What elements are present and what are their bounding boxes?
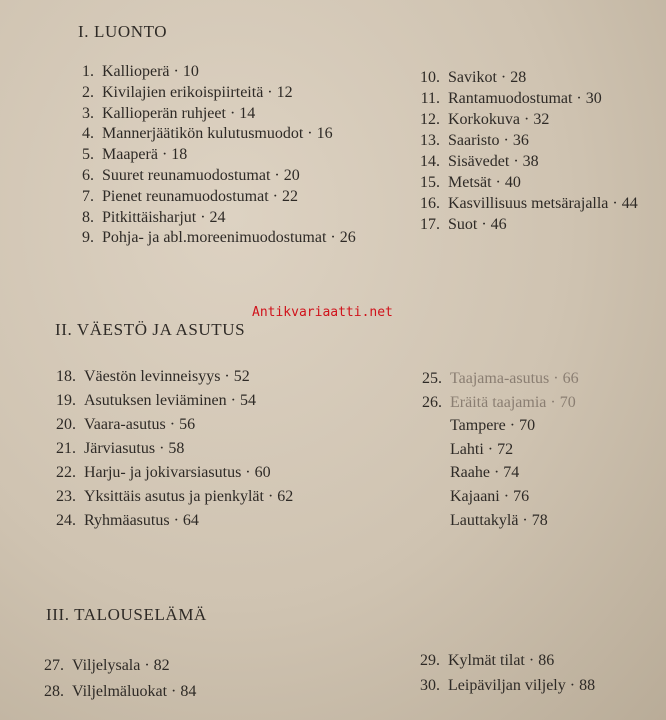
toc-entry xyxy=(30,656,170,676)
toc-entry-title: Raahe · 74 xyxy=(450,464,520,482)
toc-entry xyxy=(412,416,535,436)
section-title-talous: III. TALOUSELÄMÄ xyxy=(46,605,207,624)
toc-entry xyxy=(412,440,513,460)
toc-entry xyxy=(412,511,548,531)
toc-entry xyxy=(410,676,595,696)
toc-entry xyxy=(60,208,226,228)
toc-entry xyxy=(42,487,293,507)
toc-entry-number: 28. xyxy=(44,683,64,700)
toc-entry xyxy=(412,393,576,413)
toc-entry xyxy=(42,463,271,483)
toc-entry-title: Rantamuodostumat · 30 xyxy=(448,90,602,107)
toc-entry xyxy=(60,104,255,124)
toc-entry xyxy=(410,110,549,130)
toc-entry-title: Viljelysala · 82 xyxy=(72,657,170,674)
toc-entry xyxy=(412,463,519,483)
toc-entry-number: 18. xyxy=(56,368,76,385)
toc-entry xyxy=(410,215,507,235)
toc-entry-title: Savikot · 28 xyxy=(448,69,527,86)
toc-entry xyxy=(42,367,250,387)
toc-entry-number: 24. xyxy=(56,512,76,529)
toc-entry xyxy=(60,83,293,103)
toc-entry-number: 5. xyxy=(82,146,94,164)
toc-entry-title: Korkokuva · 32 xyxy=(448,111,550,128)
toc-entry-title: Kallioperä · 10 xyxy=(102,63,199,80)
toc-entry-title: Lauttakylä · 78 xyxy=(450,511,548,529)
toc-entry-title: Viljelmäluokat · 84 xyxy=(72,683,197,700)
toc-entry-number: 7. xyxy=(82,187,94,205)
toc-entry-number: 26. xyxy=(422,393,442,411)
section-title-vaesto: II. VÄESTÖ JA ASUTUS xyxy=(55,320,246,339)
toc-entry-title: Metsät · 40 xyxy=(448,174,521,191)
toc-entry xyxy=(412,487,529,507)
toc-entry-number: 19. xyxy=(56,392,76,409)
toc-entry-number: 27. xyxy=(44,657,64,674)
toc-entry-number: 2. xyxy=(82,83,94,101)
toc-entry-title: Mannerjäätikön kulutusmuodot · 16 xyxy=(102,125,333,143)
toc-entry-number: 29. xyxy=(420,652,440,669)
toc-entry-title: Leipäviljan viljely · 88 xyxy=(448,677,596,694)
toc-entry-title: Järviasutus · 58 xyxy=(84,440,185,457)
toc-entry-number: 4. xyxy=(82,125,94,143)
toc-entry-number: 8. xyxy=(82,208,94,226)
toc-entry-number: 25. xyxy=(422,370,442,387)
toc-entry-number: 12. xyxy=(420,111,440,128)
toc-entry-number: 9. xyxy=(82,229,94,247)
toc-entry-title: Harju- ja jokivarsiasutus · 60 xyxy=(84,464,271,481)
toc-entry-number: 14. xyxy=(420,153,440,170)
toc-entry-title: Saaristo · 36 xyxy=(448,132,529,149)
toc-entry xyxy=(42,439,184,459)
toc-entry-title: Tampere · 70 xyxy=(450,417,536,435)
toc-entry-title: Pienet reunamuodostumat · 22 xyxy=(102,187,298,205)
toc-entry-number: 17. xyxy=(420,216,440,233)
toc-entry-title: Pitkittäisharjut · 24 xyxy=(102,208,226,226)
toc-entry xyxy=(42,391,256,411)
toc-entry xyxy=(410,194,638,214)
toc-entry-number: 16. xyxy=(420,195,440,212)
toc-entry xyxy=(410,152,539,172)
toc-entry-number: 20. xyxy=(56,416,76,433)
toc-entry xyxy=(410,68,526,88)
toc-entry-title: Sisävedet · 38 xyxy=(448,153,539,170)
toc-entry xyxy=(60,228,356,248)
toc-entry-title: Ryhmäasutus · 64 xyxy=(84,512,199,529)
toc-entry-number: 13. xyxy=(420,132,440,149)
toc-entry-number: 3. xyxy=(82,104,94,122)
toc-entry-title: Vaara-asutus · 56 xyxy=(84,416,196,433)
toc-entry xyxy=(42,511,199,531)
toc-entry-number: 30. xyxy=(420,677,440,694)
toc-entry xyxy=(60,166,300,186)
toc-entry xyxy=(410,173,521,193)
toc-entry-number: 10. xyxy=(420,69,440,86)
toc-entry xyxy=(60,187,298,207)
toc-entry-title: Asutuksen leviäminen · 54 xyxy=(84,392,256,409)
toc-entry-title: Yksittäis asutus ja pienkylät · 62 xyxy=(84,488,294,505)
toc-entry-title: Pohja- ja abl.moreenimuodostumat · 26 xyxy=(102,229,356,247)
toc-entry xyxy=(60,62,199,82)
toc-entry xyxy=(60,124,333,144)
toc-entry-title: Kylmät tilat · 86 xyxy=(448,652,555,669)
toc-entry-number: 22. xyxy=(56,464,76,481)
toc-entry-number: 21. xyxy=(56,440,76,457)
toc-entry-number: 6. xyxy=(82,167,94,184)
toc-entry-title: Maaperä · 18 xyxy=(102,146,188,164)
toc-entry xyxy=(42,415,195,435)
toc-entry-title: Lahti · 72 xyxy=(450,440,514,458)
toc-entry-title: Eräitä taajamia · 70 xyxy=(450,393,576,411)
toc-entry-title: Kajaani · 76 xyxy=(450,488,530,505)
toc-entry-title: Suuret reunamuodostumat · 20 xyxy=(102,167,300,184)
toc-entry xyxy=(30,682,196,702)
toc-entry-title: Kivilajien erikoispiirteitä · 12 xyxy=(102,83,293,101)
toc-entry-title: Väestön levinneisyys · 52 xyxy=(84,368,250,385)
toc-entry-title: Kasvillisuus metsärajalla · 44 xyxy=(448,195,638,212)
toc-entry xyxy=(412,369,579,389)
toc-entry-number: 23. xyxy=(56,488,76,505)
watermark: Antikvariaatti.net xyxy=(252,305,393,320)
toc-entry-title: Taajama-asutus · 66 xyxy=(450,370,579,387)
toc-entry xyxy=(410,651,554,671)
toc-entry xyxy=(410,131,529,151)
toc-entry-title: Suot · 46 xyxy=(448,216,507,233)
toc-entry xyxy=(60,145,187,165)
toc-entry-number: 11. xyxy=(420,90,440,107)
toc-entry-title: Kallioperän ruhjeet · 14 xyxy=(102,104,256,122)
section-title-luonto: I. LUONTO xyxy=(78,22,168,41)
toc-entry-number: 1. xyxy=(82,63,94,80)
toc-entry-number: 15. xyxy=(420,174,440,191)
toc-entry xyxy=(410,89,602,109)
